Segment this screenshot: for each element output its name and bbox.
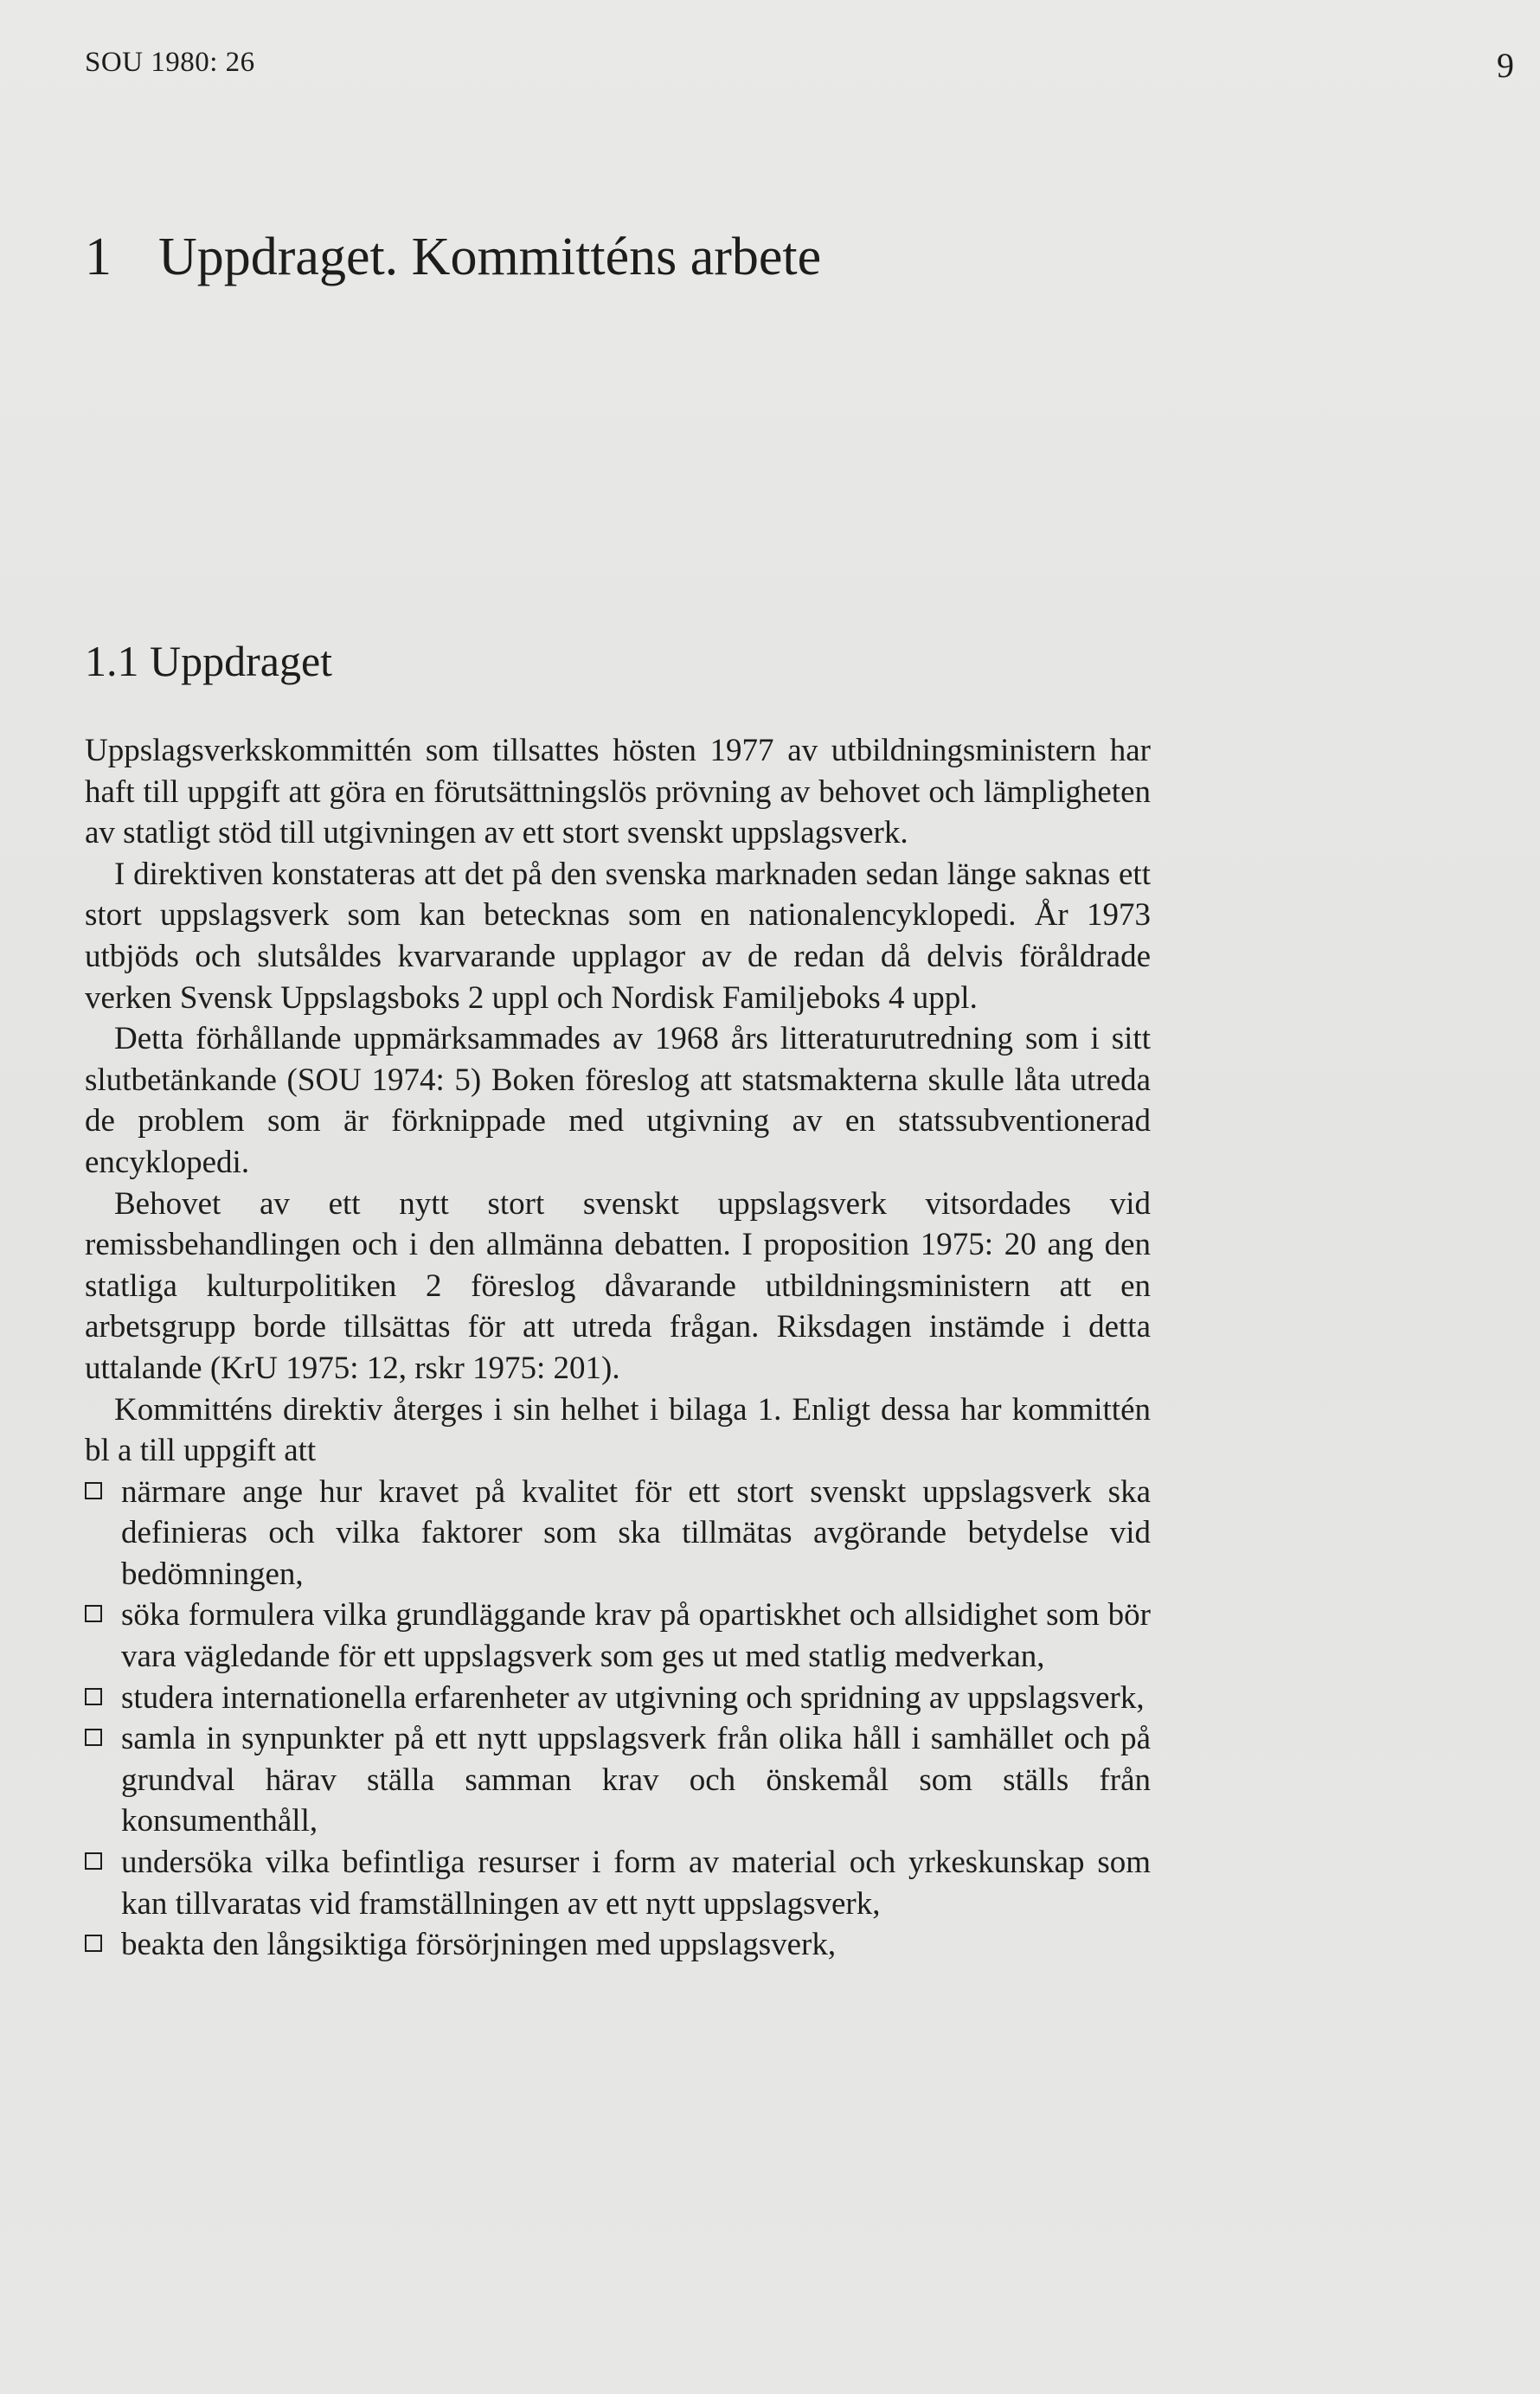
task-list bbox=[85, 1472, 1151, 1966]
chapter-number: 1 bbox=[85, 228, 112, 286]
checkbox-square-icon bbox=[85, 1605, 102, 1622]
paragraph: I direktiven konstateras att det på den svenska marknaden sedan länge saknas ett stort uppslagsverk som kan betecknas som en nationalencyklopedi. År 1973 utbjöds och slutsåldes kvarvarande upplagor av de redan då delvis föråldrade verken Svensk Uppslagsboks 2 uppl och Nordisk Familjeboks 4 uppl. bbox=[85, 856, 1151, 1016]
checkbox-square-icon bbox=[85, 1688, 102, 1705]
section-title: 1.1 Uppdraget bbox=[85, 637, 333, 685]
checkbox-square-icon bbox=[85, 1935, 102, 1952]
list-item bbox=[85, 1924, 1151, 1966]
list-item bbox=[85, 1678, 1151, 1719]
list-item-text: beakta den långsiktiga försörjningen med uppslagsverk, bbox=[121, 1927, 837, 1963]
page-number: 9 bbox=[1497, 46, 1514, 85]
paragraph: Detta förhållande uppmärksammades av 1968 års litteraturutredning som i sitt slutbetänkande (SOU 1974: 5) Boken föreslog att statsmakterna skulle låta utreda de problem som är förknippade med utgivning av en statssubventionerad encyklopedi. bbox=[85, 1021, 1151, 1180]
checkbox-square-icon bbox=[85, 1852, 102, 1870]
chapter-title bbox=[85, 227, 821, 288]
list-item-text: undersöka vilka befintliga resurser i form av material och yrkeskunskap som kan tillvaratas vid framställningen av ett nytt uppslagsverk, bbox=[121, 1845, 1151, 1922]
checkbox-square-icon bbox=[85, 1729, 102, 1746]
running-head: SOU 1980: 26 bbox=[85, 47, 255, 78]
list-item bbox=[85, 1842, 1151, 1924]
paragraph: Kommitténs direktiv återges i sin helhet i bilaga 1. Enligt dessa har kommittén bl a till uppgift att bbox=[85, 1391, 1151, 1469]
chapter-title-text: Uppdraget. Kommitténs arbete bbox=[158, 228, 822, 286]
checkbox-square-icon bbox=[85, 1482, 102, 1499]
paragraph: Uppslagsverkskommittén som tillsattes hösten 1977 av utbildningsministern har haft till uppgift att göra en förutsättningslös prövning av behovet och lämpligheten av statligt stöd till utgivningen av ett stort svenskt uppslagsverk. bbox=[85, 733, 1151, 851]
list-item bbox=[85, 1595, 1151, 1677]
list-item-text: närmare ange hur kravet på kvalitet för ett stort svenskt uppslagsverk ska definieras och vilka faktorer som ska tillmätas avgörande betydelse vid bedömningen, bbox=[121, 1473, 1151, 1592]
list-item-text: söka formulera vilka grundläggande krav på opartiskhet och allsidighet som bör vara vägledande för ett uppslagsverk som ges ut med statlig medverkan, bbox=[121, 1597, 1151, 1675]
body-text bbox=[85, 730, 1151, 1966]
paragraph: Behovet av ett nytt stort svenskt uppslagsverk vitsordades vid remissbehandlingen och i den allmänna debatten. I proposition 1975: 20 ang den statliga kulturpolitiken 2 föreslog dåvarande utbildningsministern att en arbetsgrupp borde tillsättas för att utreda frågan. Riksdagen instämde i detta uttalande (KrU 1975: 12, rskr 1975: 201). bbox=[85, 1185, 1151, 1386]
list-item-text: studera internationella erfarenheter av utgivning och spridning av uppslagsverk, bbox=[121, 1679, 1145, 1716]
list-item bbox=[85, 1472, 1151, 1595]
list-item bbox=[85, 1718, 1151, 1842]
list-item-text: samla in synpunkter på ett nytt uppslagsverk från olika håll i samhället och på grundval härav ställa samman krav och önskemål som ställs från konsumenthåll, bbox=[121, 1721, 1151, 1839]
